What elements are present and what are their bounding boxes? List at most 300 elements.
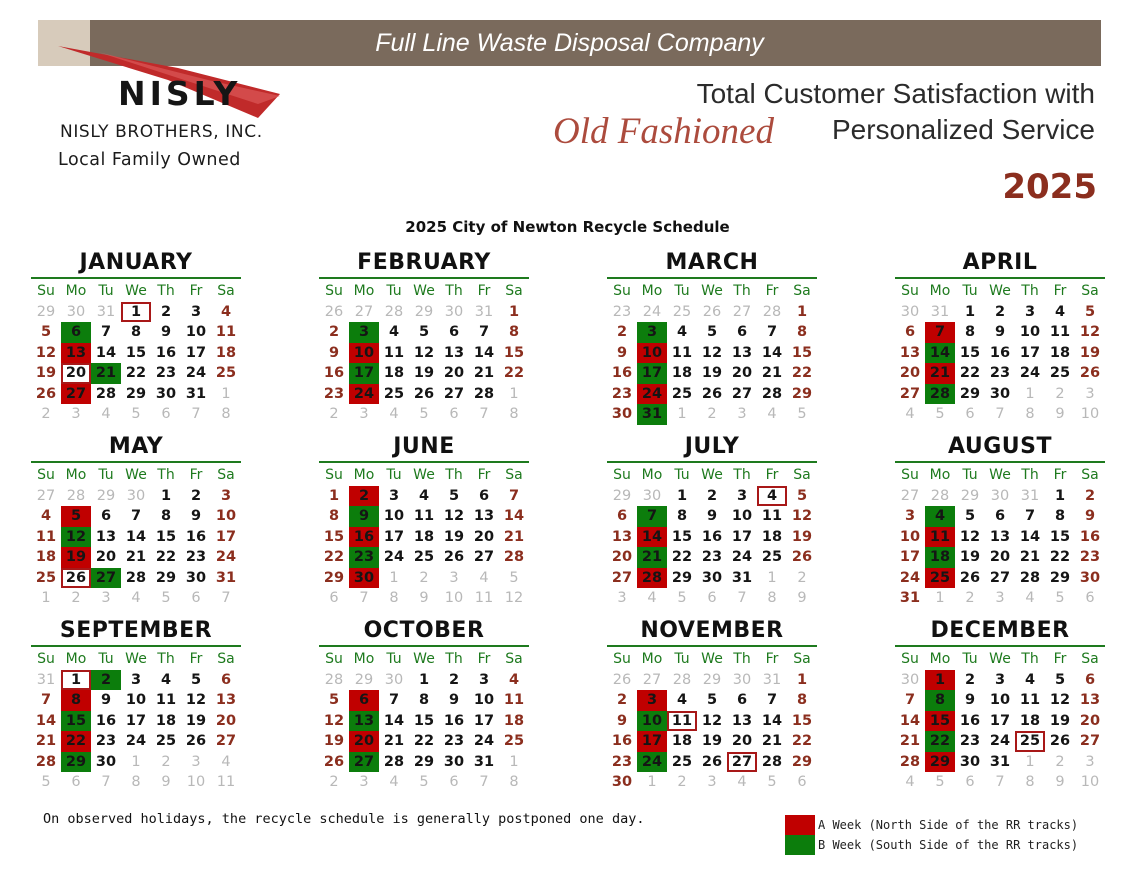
weekday-header [31, 649, 241, 670]
adjacent-month-day: 4 [647, 590, 657, 606]
day-cell: 16 [185, 528, 207, 545]
day-cell: 29 [155, 569, 177, 586]
adjacent-month-day: 27 [900, 487, 920, 504]
adjacent-month-day: 6 [191, 590, 201, 606]
adjacent-month-day: 1 [1025, 385, 1035, 402]
week-row [895, 731, 1105, 752]
weekday-label: Fr [765, 467, 779, 483]
day-cell: 3 [904, 508, 916, 524]
adjacent-month-day: 3 [449, 569, 459, 586]
adjacent-month-day: 3 [359, 774, 369, 790]
adjacent-month-day: 11 [474, 590, 494, 606]
day-cell: 28 [473, 385, 495, 402]
day-cell: 24 [989, 733, 1011, 749]
holiday-day: 26 [61, 568, 91, 589]
day-cell: 17 [185, 344, 207, 361]
weekday-label: Su [613, 651, 631, 667]
adjacent-month-day: 5 [509, 569, 519, 586]
month-may [31, 432, 241, 609]
day-cell: 11 [671, 344, 693, 361]
day-cell: 1 [160, 487, 172, 504]
day-cell: 23 [701, 549, 723, 565]
day-cell: 28 [1019, 569, 1041, 586]
week-row [607, 302, 817, 323]
adjacent-month-day: 5 [935, 774, 945, 790]
adjacent-month-day: 30 [642, 487, 662, 504]
week-row [31, 302, 241, 323]
week-row [319, 752, 529, 773]
day-cell: 17 [125, 712, 147, 729]
a-week-pickup-day: 8 [61, 690, 91, 711]
day-cell: 8 [508, 324, 520, 340]
a-week-pickup-day: 24 [349, 384, 379, 405]
day-cell: 13 [731, 712, 753, 729]
day-cell: 31 [215, 569, 237, 586]
adjacent-month-day: 1 [509, 385, 519, 402]
adjacent-month-day: 6 [161, 406, 171, 422]
day-cell: 25 [761, 549, 783, 565]
adjacent-month-day: 3 [1085, 385, 1095, 402]
week-row [895, 302, 1105, 323]
day-cell: 5 [796, 487, 808, 504]
weekday-label: Mo [65, 283, 87, 299]
b-week-pickup-day: 7 [637, 506, 667, 527]
banner-title: Full Line Waste Disposal Company [375, 29, 764, 57]
day-cell: 23 [185, 549, 207, 565]
week-row [607, 322, 817, 343]
day-cell: 9 [964, 692, 976, 708]
day-cell: 12 [413, 344, 435, 361]
day-cell: 2 [160, 303, 172, 320]
day-cell: 3 [388, 487, 400, 504]
day-cell: 2 [328, 324, 340, 340]
b-week-pickup-day: 31 [637, 404, 667, 425]
day-cell: 28 [383, 753, 405, 770]
adjacent-month-day: 9 [1055, 406, 1065, 422]
adjacent-month-day: 5 [935, 406, 945, 422]
day-cell: 18 [503, 712, 525, 729]
day-cell: 30 [1079, 569, 1101, 586]
weekday-label: Sa [793, 283, 811, 299]
weekday-label: We [701, 283, 723, 299]
day-cell: 18 [35, 549, 57, 565]
day-cell: 11 [215, 324, 237, 340]
day-cell: 19 [959, 549, 981, 565]
day-cell: 3 [130, 671, 142, 688]
adjacent-month-day: 1 [41, 590, 51, 606]
day-cell: 13 [1079, 692, 1101, 708]
weekday-label: Mo [353, 651, 375, 667]
day-cell: 12 [1049, 692, 1071, 708]
day-cell: 19 [791, 528, 813, 545]
day-cell: 3 [190, 303, 202, 320]
adjacent-month-day: 30 [444, 303, 464, 320]
weekday-label: Mo [353, 283, 375, 299]
day-cell: 10 [989, 692, 1011, 708]
a-week-pickup-day: 14 [637, 527, 667, 548]
day-cell: 4 [418, 487, 430, 504]
day-cell: 21 [473, 365, 495, 381]
a-week-pickup-day: 10 [349, 343, 379, 364]
adjacent-month-day: 9 [1055, 774, 1065, 790]
day-cell: 18 [1019, 712, 1041, 729]
weekday-label: We [701, 651, 723, 667]
b-week-pickup-day: 3 [637, 322, 667, 343]
week-row [319, 302, 529, 323]
adjacent-month-day: 26 [324, 303, 344, 320]
day-cell: 4 [220, 303, 232, 320]
b-week-pickup-day: 17 [349, 363, 379, 384]
adjacent-month-day: 4 [131, 590, 141, 606]
b-week-pickup-day: 13 [349, 711, 379, 732]
adjacent-month-day: 9 [419, 590, 429, 606]
day-cell: 27 [443, 385, 465, 402]
day-cell: 16 [989, 344, 1011, 361]
adjacent-month-day: 28 [672, 671, 692, 688]
weekday-header [607, 281, 817, 302]
day-cell: 20 [899, 365, 921, 381]
month-january [31, 248, 241, 425]
day-cell: 16 [443, 712, 465, 729]
day-cell: 22 [671, 549, 693, 565]
adjacent-month-day: 10 [186, 774, 206, 790]
day-cell: 28 [503, 549, 525, 565]
adjacent-month-day: 28 [762, 303, 782, 320]
day-cell: 6 [448, 324, 460, 340]
day-cell: 21 [899, 733, 921, 749]
b-week-pickup-day: 22 [925, 731, 955, 752]
day-cell: 20 [473, 528, 495, 545]
day-cell: 21 [125, 549, 147, 565]
day-cell: 8 [1054, 508, 1066, 524]
adjacent-month-day: 2 [71, 590, 81, 606]
b-week-pickup-day: 15 [61, 711, 91, 732]
day-cell: 19 [701, 733, 723, 749]
weekday-header [319, 281, 529, 302]
weekday-label: Sa [505, 651, 523, 667]
month-title: DECEMBER [930, 618, 1070, 643]
weekday-label: Sa [1081, 283, 1099, 299]
month-april [895, 248, 1105, 425]
week-row [607, 547, 817, 568]
adjacent-month-day: 5 [419, 774, 429, 790]
adjacent-month-day: 1 [221, 385, 231, 402]
week-row [319, 322, 529, 343]
adjacent-month-day: 5 [677, 590, 687, 606]
day-cell: 22 [503, 365, 525, 381]
adjacent-month-day: 11 [216, 774, 236, 790]
day-cell: 9 [1084, 508, 1096, 524]
month-august [895, 432, 1105, 609]
day-cell: 1 [676, 487, 688, 504]
day-cell: 18 [1049, 344, 1071, 361]
adjacent-month-day: 1 [1025, 753, 1035, 770]
day-cell: 27 [611, 569, 633, 586]
adjacent-month-day: 2 [677, 774, 687, 790]
day-cell: 12 [35, 344, 57, 361]
week-row [607, 670, 817, 691]
adjacent-month-day: 4 [737, 774, 747, 790]
adjacent-month-day: 28 [384, 303, 404, 320]
day-cell: 16 [959, 712, 981, 729]
adjacent-month-day: 8 [509, 406, 519, 422]
legend-b-swatch [785, 835, 815, 855]
tagline-line1: Total Customer Satisfaction with [696, 78, 1095, 109]
week-row [607, 384, 817, 405]
day-cell: 27 [989, 569, 1011, 586]
day-cell: 25 [383, 385, 405, 402]
month-july [607, 432, 817, 609]
adjacent-month-day: 7 [101, 774, 111, 790]
legend-a-label: A Week (North Side of the RR tracks) [818, 818, 1079, 832]
day-cell: 13 [989, 528, 1011, 545]
a-week-pickup-day: 7 [925, 322, 955, 343]
adjacent-month-day: 3 [1085, 753, 1095, 770]
day-cell: 21 [761, 733, 783, 749]
day-cell: 4 [160, 671, 172, 688]
day-cell: 24 [899, 569, 921, 586]
day-cell: 6 [616, 508, 628, 524]
day-cell: 11 [761, 508, 783, 524]
adjacent-month-day: 3 [359, 406, 369, 422]
day-cell: 17 [215, 528, 237, 545]
week-row [31, 363, 241, 384]
legend-a-week [785, 815, 1078, 835]
a-week-pickup-day: 17 [637, 731, 667, 752]
day-cell: 22 [791, 733, 813, 749]
day-cell: 12 [185, 692, 207, 708]
day-cell: 17 [1019, 344, 1041, 361]
weekday-label: Tu [386, 651, 402, 667]
day-cell: 4 [676, 692, 688, 708]
month-title: APRIL [962, 250, 1038, 275]
day-cell: 21 [761, 365, 783, 381]
day-cell: 16 [1079, 528, 1101, 545]
month-title: OCTOBER [363, 618, 485, 643]
adjacent-month-day: 28 [324, 671, 344, 688]
day-cell: 1 [328, 487, 340, 504]
week-row [895, 588, 1105, 609]
day-cell: 29 [125, 385, 147, 402]
adjacent-month-day: 2 [1055, 753, 1065, 770]
month-title: MAY [108, 434, 164, 459]
day-cell: 21 [383, 733, 405, 749]
day-cell: 1 [796, 671, 808, 688]
day-cell: 8 [796, 324, 808, 340]
adjacent-month-day: 6 [449, 774, 459, 790]
company-logo [58, 46, 298, 176]
week-row [607, 690, 817, 711]
day-cell: 11 [383, 344, 405, 361]
day-cell: 11 [155, 692, 177, 708]
day-cell: 29 [323, 569, 345, 586]
day-cell: 13 [443, 344, 465, 361]
day-cell: 10 [185, 324, 207, 340]
adjacent-month-day: 2 [1055, 385, 1065, 402]
week-row [319, 772, 529, 793]
company-tagline: Local Family Owned [58, 150, 241, 170]
day-cell: 18 [215, 344, 237, 361]
adjacent-month-day: 7 [359, 590, 369, 606]
week-row [895, 384, 1105, 405]
week-row [607, 343, 817, 364]
adjacent-month-day: 31 [1020, 487, 1040, 504]
adjacent-month-day: 4 [389, 406, 399, 422]
legend-b-week [785, 835, 1078, 855]
adjacent-month-day: 25 [672, 303, 692, 320]
adjacent-month-day: 6 [449, 406, 459, 422]
week-row [895, 343, 1105, 364]
year-label: 2025 [1002, 167, 1097, 207]
day-cell: 7 [766, 324, 778, 340]
day-cell: 15 [125, 344, 147, 361]
weekday-label: We [413, 651, 435, 667]
day-cell: 30 [443, 753, 465, 770]
month-divider [607, 461, 817, 463]
month-divider [31, 277, 241, 279]
day-cell: 30 [611, 406, 633, 422]
adjacent-month-day: 30 [66, 303, 86, 320]
weekday-label: Su [901, 651, 919, 667]
day-cell: 3 [220, 487, 232, 504]
a-week-pickup-day: 30 [349, 568, 379, 589]
week-row [607, 588, 817, 609]
month-november [607, 616, 817, 793]
weekday-header [319, 465, 529, 486]
weekday-label: We [989, 283, 1011, 299]
b-week-pickup-day: 27 [91, 568, 121, 589]
weekday-label: Su [613, 283, 631, 299]
day-cell: 9 [706, 508, 718, 524]
day-cell: 17 [731, 528, 753, 545]
day-cell: 16 [323, 365, 345, 381]
day-cell: 7 [388, 692, 400, 708]
day-cell: 7 [1024, 508, 1036, 524]
weekday-label: Tu [674, 283, 690, 299]
week-row [895, 363, 1105, 384]
day-cell: 13 [473, 508, 495, 524]
week-row [607, 752, 817, 773]
day-cell: 8 [418, 692, 430, 708]
month-title: JUNE [393, 434, 455, 459]
week-row [319, 363, 529, 384]
b-week-pickup-day: 21 [637, 547, 667, 568]
day-cell: 25 [1049, 365, 1071, 381]
adjacent-month-day: 1 [647, 774, 657, 790]
adjacent-month-day: 3 [617, 590, 627, 606]
day-cell: 22 [155, 549, 177, 565]
day-cell: 9 [616, 344, 628, 361]
week-row [31, 506, 241, 527]
a-week-pickup-day: 3 [637, 690, 667, 711]
adjacent-month-day: 27 [354, 303, 374, 320]
weekday-label: Sa [505, 283, 523, 299]
week-row [319, 731, 529, 752]
adjacent-month-day: 3 [737, 406, 747, 422]
adjacent-month-day: 31 [96, 303, 116, 320]
day-cell: 8 [676, 508, 688, 524]
adjacent-month-day: 10 [444, 590, 464, 606]
adjacent-month-day: 8 [131, 774, 141, 790]
week-row [895, 752, 1105, 773]
week-row [31, 588, 241, 609]
weekday-label: Tu [98, 283, 114, 299]
day-cell: 23 [611, 753, 633, 770]
week-row [31, 343, 241, 364]
adjacent-month-day: 10 [1080, 774, 1100, 790]
month-divider [31, 461, 241, 463]
week-row [31, 322, 241, 343]
weekday-label: Mo [65, 467, 87, 483]
adjacent-month-day: 26 [612, 671, 632, 688]
day-cell: 16 [611, 365, 633, 381]
day-cell: 23 [443, 733, 465, 749]
day-cell: 21 [35, 733, 57, 749]
adjacent-month-day: 8 [509, 774, 519, 790]
day-cell: 8 [796, 692, 808, 708]
week-row [31, 384, 241, 405]
day-cell: 18 [671, 365, 693, 381]
day-cell: 9 [994, 324, 1006, 340]
adjacent-month-day: 9 [797, 590, 807, 606]
day-cell: 23 [155, 365, 177, 381]
weekday-label: Su [613, 467, 631, 483]
day-cell: 8 [964, 324, 976, 340]
adjacent-month-day: 31 [930, 303, 950, 320]
weekday-label: Tu [98, 651, 114, 667]
b-week-pickup-day: 6 [61, 322, 91, 343]
day-cell: 19 [185, 712, 207, 729]
weekday-header [31, 465, 241, 486]
day-cell: 12 [323, 712, 345, 729]
day-cell: 7 [508, 487, 520, 504]
week-row [319, 670, 529, 691]
day-cell: 19 [413, 365, 435, 381]
day-cell: 26 [1049, 733, 1071, 749]
weekday-label: Sa [1081, 651, 1099, 667]
weekday-label: Fr [765, 283, 779, 299]
week-row [31, 752, 241, 773]
day-cell: 29 [791, 753, 813, 770]
day-cell: 6 [220, 671, 232, 688]
week-row [319, 486, 529, 507]
holiday-day: 25 [1015, 731, 1045, 752]
day-cell: 30 [155, 385, 177, 402]
day-cell: 31 [989, 753, 1011, 770]
adjacent-month-day: 4 [905, 774, 915, 790]
weekday-label: Mo [353, 467, 375, 483]
day-cell: 19 [1049, 712, 1071, 729]
weekday-label: Fr [189, 467, 203, 483]
day-cell: 21 [1019, 549, 1041, 565]
day-cell: 29 [791, 385, 813, 402]
weekday-label: Th [445, 467, 463, 483]
day-cell: 15 [413, 712, 435, 729]
adjacent-month-day: 2 [797, 569, 807, 586]
adjacent-month-day: 2 [41, 406, 51, 422]
adjacent-month-day: 4 [389, 774, 399, 790]
day-cell: 1 [1054, 487, 1066, 504]
weekday-label: Th [445, 283, 463, 299]
day-cell: 22 [791, 365, 813, 381]
weekday-label: Su [37, 651, 55, 667]
day-cell: 5 [448, 487, 460, 504]
weekday-label: Th [733, 651, 751, 667]
day-cell: 26 [959, 569, 981, 586]
day-cell: 27 [215, 733, 237, 749]
b-week-pickup-day: 3 [349, 322, 379, 343]
day-cell: 14 [35, 712, 57, 729]
